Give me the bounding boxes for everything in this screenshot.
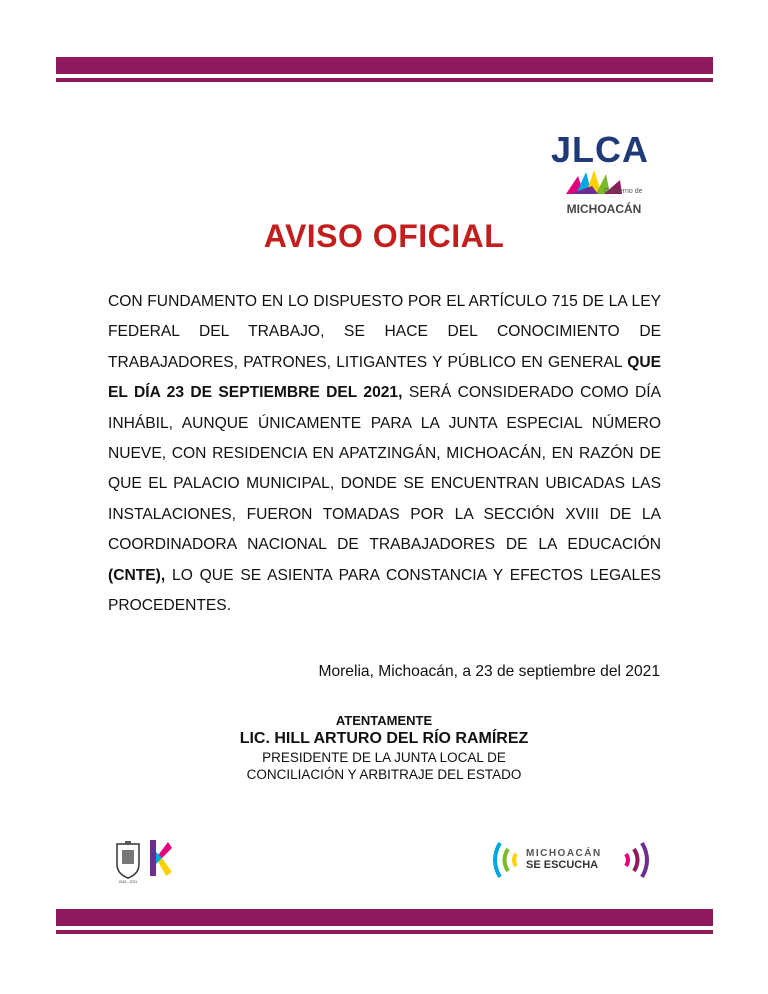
michoacan-se-escucha-logo [486, 835, 656, 885]
signatory-role-line2: CONCILIACIÓN Y ARBITRAJE DEL ESTADO [246, 767, 522, 782]
jlca-logo [548, 129, 652, 222]
header-band [56, 57, 713, 82]
jlca-gobierno-text: Gobierno de [604, 188, 643, 195]
seal-years: 2015 - 2021 [118, 880, 138, 884]
closing-text: ATENTAMENTE [335, 713, 433, 728]
footer-band [56, 909, 713, 934]
page-title: AVISO OFICIAL [263, 218, 505, 254]
signature-block [0, 713, 768, 783]
place-date: Morelia, Michoacán, a 23 de septiembre del 2021 [318, 663, 660, 680]
body-text-1: CON FUNDAMENTO EN LO DISPUESTO POR EL ARTÍCULO 715 DE LA LEY FEDERAL DEL TRABAJO, SE HACE DEL CONOCIMIENTO DE TRABAJADORES, PATRONES, LITIGANTES Y PÚBLICO EN GENERAL [108, 293, 661, 371]
body-text-2: SERÁ CONSIDERADO COMO DÍA INHÁBIL, AUNQUE ÚNICAMENTE PARA LA JUNTA ESPECIAL NÚMERO NUEVE, CON RESIDENCIA EN APATZINGÁN, MICHOACÁN, EN RAZÓN DE QUE EL PALACIO MUNICIPAL, DONDE SE ENCUENTRAN UBICADAS LAS INSTALACIONES, FUERON TOMADAS POR LA SECCIÓN XVIII DE LA COORDINADORA NACIONAL DE TRABAJADORES DE LA EDUCACIÓN [108, 384, 661, 554]
notice-body [108, 287, 661, 621]
state-seal-icon [113, 838, 143, 884]
body-text-3: LO QUE SE ASIENTA PARA CONSTANCIA Y EFECTOS LEGALES PROCEDENTES. [108, 566, 661, 615]
slogan-line1: MICHOACÁN [526, 848, 602, 859]
body-bold-cnte: (CNTE), [108, 566, 166, 584]
signatory-role-line1: PRESIDENTE DE LA JUNTA LOCAL DE [262, 750, 506, 765]
jlca-acronym: JLCA [550, 129, 649, 170]
jlca-state-text: MICHOACÁN [566, 202, 642, 216]
k-logo-icon [148, 838, 172, 878]
signatory-name: LIC. HILL ARTURO DEL RÍO RAMÍREZ [239, 730, 529, 747]
slogan-line2: SE ESCUCHA [526, 859, 599, 871]
body-bold-date: QUE EL DÍA 23 DE SEPTIEMBRE DEL 2021, [108, 353, 661, 402]
